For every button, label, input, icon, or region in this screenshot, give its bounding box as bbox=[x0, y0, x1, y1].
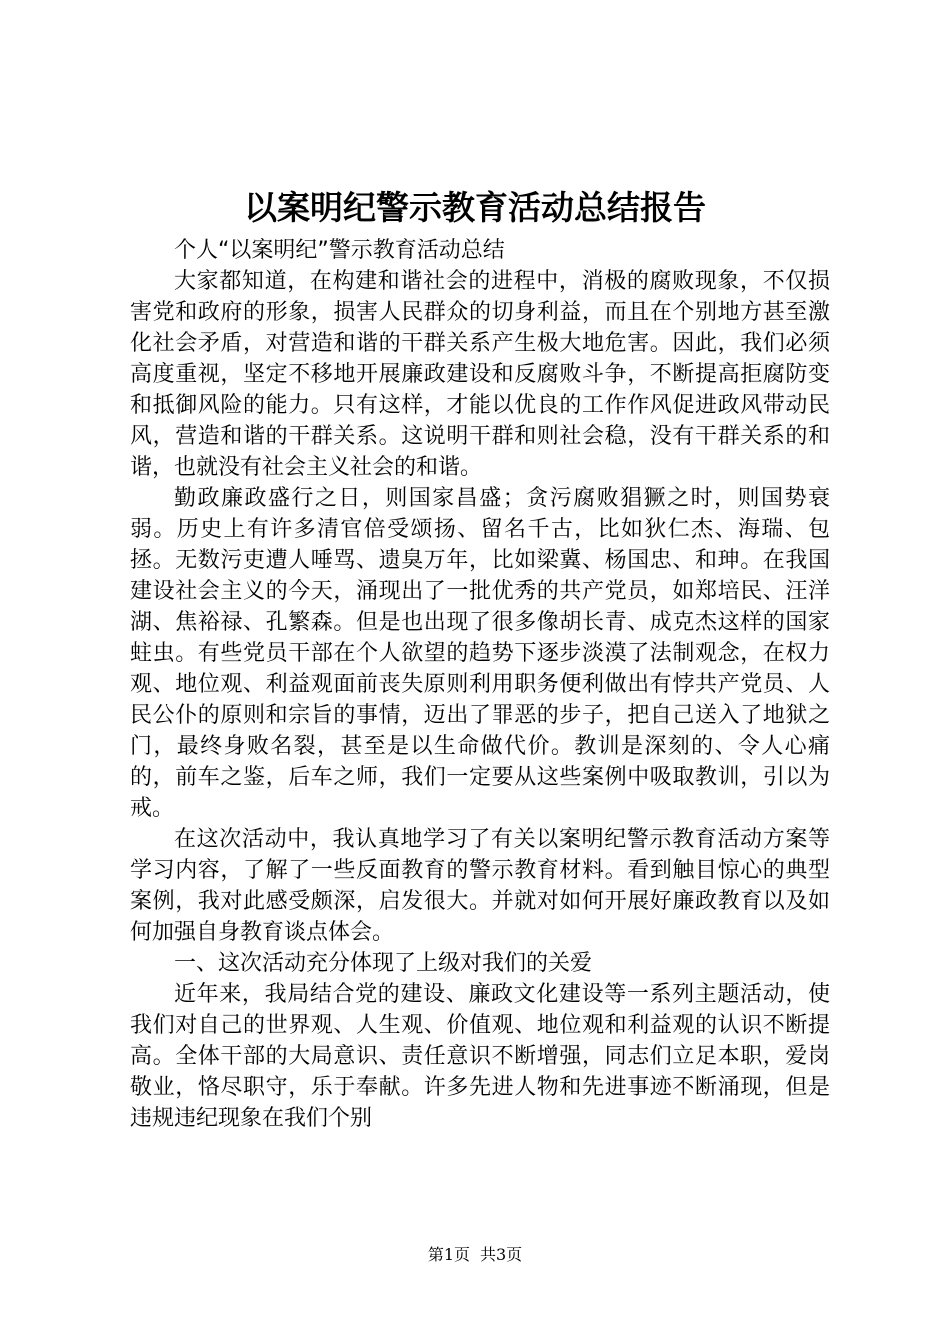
paragraph: 大家都知道，在构建和谐社会的进程中，消极的腐败现象，不仅损害党和政府的形象，损害人民群众的切身利益，而且在个别地方甚至激化社会矛盾，对营造和谐的干群关系产生极大地危害。因此，我们必须高度重视，坚定不移地开展廉政建设和反腐败斗争，不断提高拒腐防变和抵御风险的能力。只有这样，才能以优良的工作作风促进政风带动民风，营造和谐的干群关系。这说明干群和则社会稳，没有干群关系的和谐，也就没有社会主义社会的和谐。 bbox=[130, 269, 830, 480]
page-footer bbox=[0, 1244, 950, 1266]
page-total: 共3页 bbox=[480, 1245, 523, 1264]
page-number: 第1页 bbox=[427, 1245, 470, 1264]
document-body bbox=[130, 235, 830, 1134]
paragraph-subtitle: 个人“以案明纪”警示教育活动总结 bbox=[174, 238, 505, 263]
paragraph: 勤政廉政盛行之日，则国家昌盛；贪污腐败猖獗之时，则国势衰弱。历史上有许多清官倍受颂扬、留名千古，比如狄仁杰、海瑞、包拯。无数污吏遭人唾骂、遗臭万年，比如梁冀、杨国忠、和珅。在我国建设社会主义的今天，涌现出了一批优秀的共产党员，如郑培民、汪洋湖、焦裕禄、孔繁森。但是也出现了很多像胡长青、成克杰这样的国家蛀虫。有些党员干部在个人欲望的趋势下逐步淡漠了法制观念，在权力观、地位观、利益观面前丧失原则利用职务便利做出有悖共产党员、人民公仆的原则和宗旨的事情，迈出了罪恶的步子，把自己送入了地狱之门，最终身败名裂，甚至是以生命做代价。教训是深刻的、令人心痛的，前车之鉴，后车之师，我们一定要从这些案例中吸取教训，引以为戒。 bbox=[130, 486, 830, 821]
paragraph: 在这次活动中，我认真地学习了有关以案明纪警示教育活动方案等学习内容，了解了一些反面教育的警示教育材料。看到触目惊心的典型案例，我对此感受颇深，启发很大。并就对如何开展好廉政教育以及如何加强自身教育谈点体会。 bbox=[130, 827, 830, 945]
document-title: 以案明纪警示教育活动总结报告 bbox=[244, 188, 706, 227]
section-heading: 一、这次活动充分体现了上级对我们的关爱 bbox=[174, 951, 593, 976]
paragraph: 近年来，我局结合党的建设、廉政文化建设等一系列主题活动，使我们对自己的世界观、人生观、价值观、地位观和利益观的认识不断提高。全体干部的大局意识、责任意识不断增强，同志们立足本职，爱岗敬业，恪尽职守，乐于奉献。许多先进人物和先进事迹不断涌现，但是违规违纪现象在我们个别 bbox=[130, 982, 830, 1131]
